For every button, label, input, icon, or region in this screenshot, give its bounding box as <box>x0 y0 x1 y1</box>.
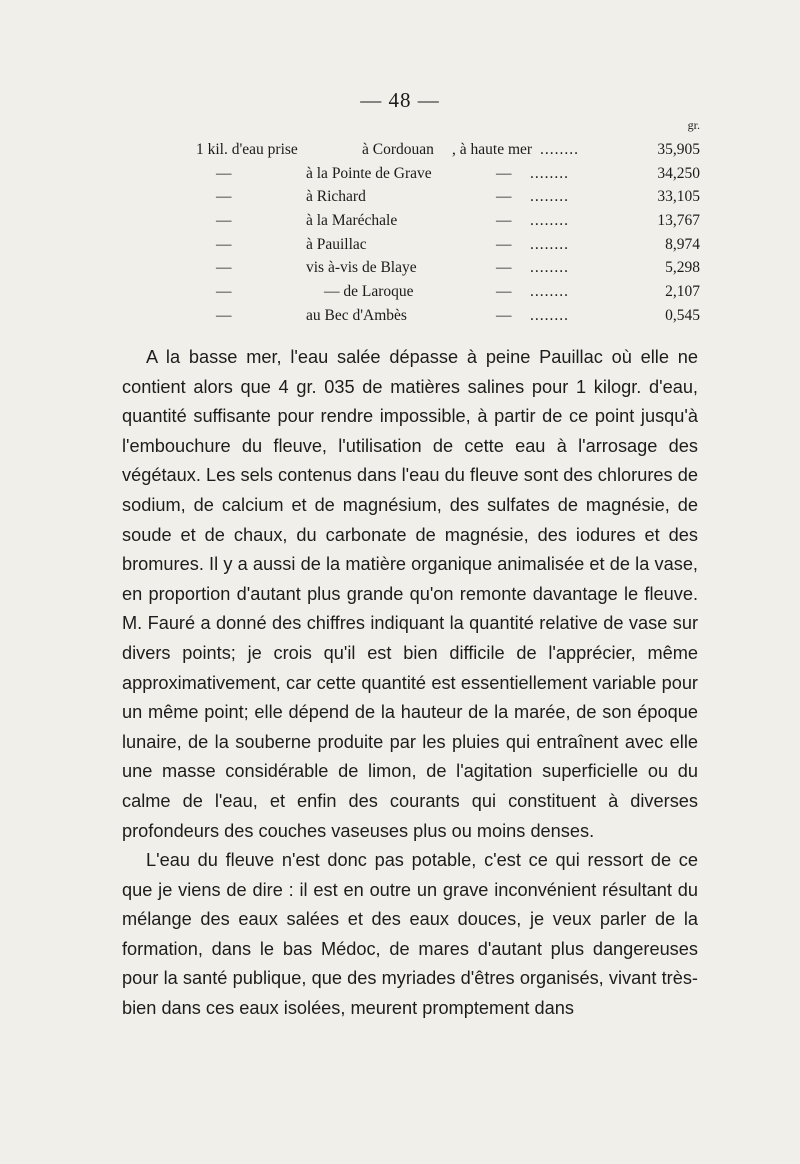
paragraph: L'eau du fleuve n'est donc pas potable, c'est ce qui ressort de ce que je viens de dire : il est en outre un grave inconvénient résultant du mélange des eaux salées et des eaux douces, je veux parler de la formation, dans le bas Médoc, de mares d'autant plus dangereuses pour la santé publique, que des myriades d'êtres organisés, vivant très-bien dans ces eaux isolées, meurent promptement dans <box>122 850 698 1019</box>
row-ditto-mark: — <box>216 164 232 182</box>
table-row <box>196 256 716 280</box>
row-salinity-value: 35,905 <box>657 141 700 158</box>
row-salinity-value: 8,974 <box>665 235 700 253</box>
row-leader-dots: ........ <box>530 235 569 253</box>
table-row <box>196 162 716 186</box>
row-ditto-mark: — <box>216 259 232 277</box>
row-leader-dots: ........ <box>530 283 569 301</box>
salinity-table <box>196 116 716 328</box>
row-quantity: 1 kil. d'eau prise <box>196 141 298 158</box>
table-unit-row <box>196 116 716 138</box>
row-location: à Cordouan <box>362 141 434 158</box>
row-ditto-mark: — <box>496 212 512 230</box>
row-location: — de Laroque <box>324 283 414 301</box>
row-leader-dots: ........ <box>530 164 569 182</box>
row-location: à Pauillac <box>306 235 367 253</box>
paragraph: A la basse mer, l'eau salée dépasse à peine Pauillac où elle ne contient alors que 4 gr. 035 de matières salines pour 1 kilogr. d'eau, quantité suffisante pour rendre impossible, à partir de ce point jusqu'à l'embouchure du fleuve, l'utilisation de cette eau à l'arrosage des végétaux. Les sels contenus dans l'eau du fleuve sont des chlorures de sodium, de calcium et de magnésium, des sulfates de magnésie, de soude et de chaux, du carbonate de magnésie, des iodures et des bromures. Il y a aussi de la matière organique animalisée et de la vase, en proportion d'autant plus grande qu'on remonte davantage le fleuve. M. Fauré a donné des chiffres indiquant la quantité relative de vase sur divers points; je crois qu'il est bien difficile de l'apprécier, même approximativement, car cette quantité est essentiellement variable pour un même point; elle dépend de la hauteur de la marée, de son époque lunaire, de la souberne produite par les pluies qui entraînent avec elle une masse considérable de limon, de l'agitation superficielle ou du calme de l'eau, et enfin des courants qui constituent à diverses profondeurs des couches vaseuses plus ou moins denses. <box>122 347 698 841</box>
table-row <box>196 280 716 304</box>
row-ditto-mark: — <box>496 164 512 182</box>
page-number: — 48 — <box>360 88 440 112</box>
row-ditto-mark: — <box>496 259 512 277</box>
row-ditto-mark: — <box>216 212 232 230</box>
row-salinity-value: 5,298 <box>665 259 700 277</box>
row-salinity-value: 34,250 <box>657 164 700 182</box>
row-ditto-mark: — <box>216 235 232 253</box>
table-row <box>196 304 716 328</box>
row-ditto-mark: — <box>216 188 232 206</box>
row-salinity-value: 2,107 <box>665 283 700 301</box>
table-unit-label: gr. <box>687 118 700 132</box>
row-leader-dots: ........ <box>530 306 569 324</box>
row-ditto-mark: — <box>496 306 512 324</box>
row-salinity-value: 13,767 <box>657 212 700 230</box>
row-salinity-value: 33,105 <box>657 188 700 206</box>
row-leader-dots: ........ <box>540 141 579 158</box>
table-row <box>196 138 716 162</box>
row-ditto-mark: — <box>216 306 232 324</box>
row-ditto-mark: — <box>496 188 512 206</box>
body-text <box>122 343 698 1024</box>
row-salinity-value: 0,545 <box>665 306 700 324</box>
row-location: à la Maréchale <box>306 212 398 230</box>
table-row <box>196 185 716 209</box>
table-row <box>196 209 716 233</box>
row-location: vis à-vis de Blaye <box>306 259 417 277</box>
row-tide-condition: , à haute mer <box>452 141 533 158</box>
row-leader-dots: ........ <box>530 212 569 230</box>
row-leader-dots: ........ <box>530 188 569 206</box>
row-ditto-mark: — <box>496 283 512 301</box>
row-ditto-mark: — <box>496 235 512 253</box>
row-leader-dots: ........ <box>530 259 569 277</box>
row-location: à la Pointe de Grave <box>306 164 432 182</box>
row-ditto-mark: — <box>216 283 232 301</box>
row-location: au Bec d'Ambès <box>306 306 407 324</box>
row-location: à Richard <box>306 188 366 206</box>
table-row <box>196 233 716 257</box>
